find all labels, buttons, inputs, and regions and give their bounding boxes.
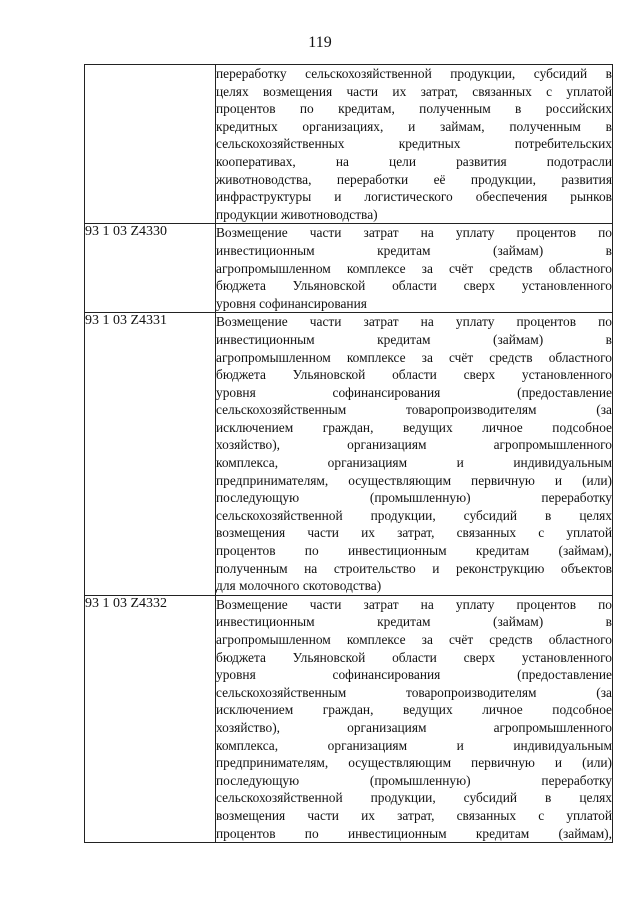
description-line: сельскохозяйственной продукции, субсидий в целях	[216, 790, 612, 806]
table-row	[85, 313, 613, 596]
description-line: уровня софинансирования (предоставление	[216, 384, 612, 400]
description-line: хозяйство), организациям агропромышленного	[216, 719, 612, 735]
description-line: для молочного скотоводства)	[216, 578, 382, 594]
description-line: полученным на строительство и реконструкцию объектов	[216, 560, 612, 576]
description-line: продукции животноводства)	[216, 206, 378, 222]
classification-description	[216, 313, 613, 596]
description-line: Возмещение части затрат на уплату процентов по	[216, 596, 612, 612]
description-line: уровня софинансирования (предоставление	[216, 667, 612, 683]
description-line: процентов по инвестиционным кредитам (займам),	[216, 543, 612, 559]
description-line: Возмещение части затрат на уплату процентов по	[216, 225, 612, 241]
description-line: бюджета Ульяновской области сверх установленного	[216, 367, 612, 383]
table-row	[85, 595, 613, 842]
description-line: сельскохозяйственным товаропроизводителям (за	[216, 684, 612, 700]
description-line: переработку сельскохозяйственной продукции, субсидий в	[216, 66, 612, 81]
description-line: кооперативах, на цели развития подотрасли	[216, 153, 612, 169]
description-line: исключением граждан, ведущих личное подсобное	[216, 702, 612, 718]
description-line: процентов по инвестиционным кредитам (займам),	[216, 825, 612, 841]
table-body	[85, 65, 613, 843]
description-line: инвестиционным кредитам (займам) в	[216, 331, 612, 347]
description-line: хозяйство), организациям агропромышленного	[216, 437, 612, 453]
description-line: инвестиционным кредитам (займам) в	[216, 242, 612, 258]
description-line: сельскохозяйственной продукции, субсидий в целях	[216, 507, 612, 523]
description-line: уровня софинансирования	[216, 295, 367, 311]
description-line: бюджета Ульяновской области сверх установленного	[216, 278, 612, 294]
classification-code: 93 1 03 Z4330	[85, 224, 216, 313]
description-line: агропромышленном комплексе за счёт средств областного	[216, 632, 612, 647]
description-line: кредитных организациях, и займам, полученным в	[216, 118, 612, 134]
description-line: животноводства, переработки её продукции, развития	[216, 171, 612, 187]
table-row	[85, 224, 613, 313]
description-line: возмещения части их затрат, связанных с уплатой	[216, 525, 612, 541]
classification-description	[216, 595, 613, 842]
description-line: комплекса, организациям и индивидуальным	[216, 455, 612, 471]
description-line: инвестиционным кредитам (займам) в	[216, 614, 612, 630]
description-line: процентов по кредитам, полученным в российских	[216, 101, 612, 117]
description-line: бюджета Ульяновской области сверх установленного	[216, 649, 612, 665]
budget-classification-table	[84, 64, 613, 843]
classification-description	[216, 224, 613, 313]
classification-code	[85, 65, 216, 224]
description-line: возмещения части их затрат, связанных с уплатой	[216, 807, 612, 823]
description-line: последующую (промышленную) переработку	[216, 772, 612, 788]
description-line: сельскохозяйственных кредитных потребительских	[216, 136, 612, 152]
page-number: 119	[308, 34, 332, 51]
classification-code: 93 1 03 Z4331	[85, 313, 216, 596]
description-line: сельскохозяйственным товаропроизводителям (за	[216, 402, 612, 418]
description-line: агропромышленном комплексе за счёт средств областного	[216, 349, 612, 365]
description-line: предпринимателям, осуществляющим первичную и (или)	[216, 755, 612, 771]
description-line: агропромышленном комплексе за счёт средств областного	[216, 260, 612, 276]
classification-description	[216, 65, 613, 224]
table-row	[85, 65, 613, 224]
classification-code: 93 1 03 Z4332	[85, 595, 216, 842]
description-line: Возмещение части затрат на уплату процентов по	[216, 314, 612, 330]
description-line: предпринимателям, осуществляющим первичную и (или)	[216, 472, 612, 488]
description-line: комплекса, организациям и индивидуальным	[216, 737, 612, 753]
description-line: целях возмещения части их затрат, связанных с уплатой	[216, 83, 612, 99]
description-line: исключением граждан, ведущих личное подсобное	[216, 419, 612, 435]
description-line: инфраструктуры и логистического обеспечения рынков	[216, 189, 612, 205]
description-line: последующую (промышленную) переработку	[216, 490, 612, 506]
